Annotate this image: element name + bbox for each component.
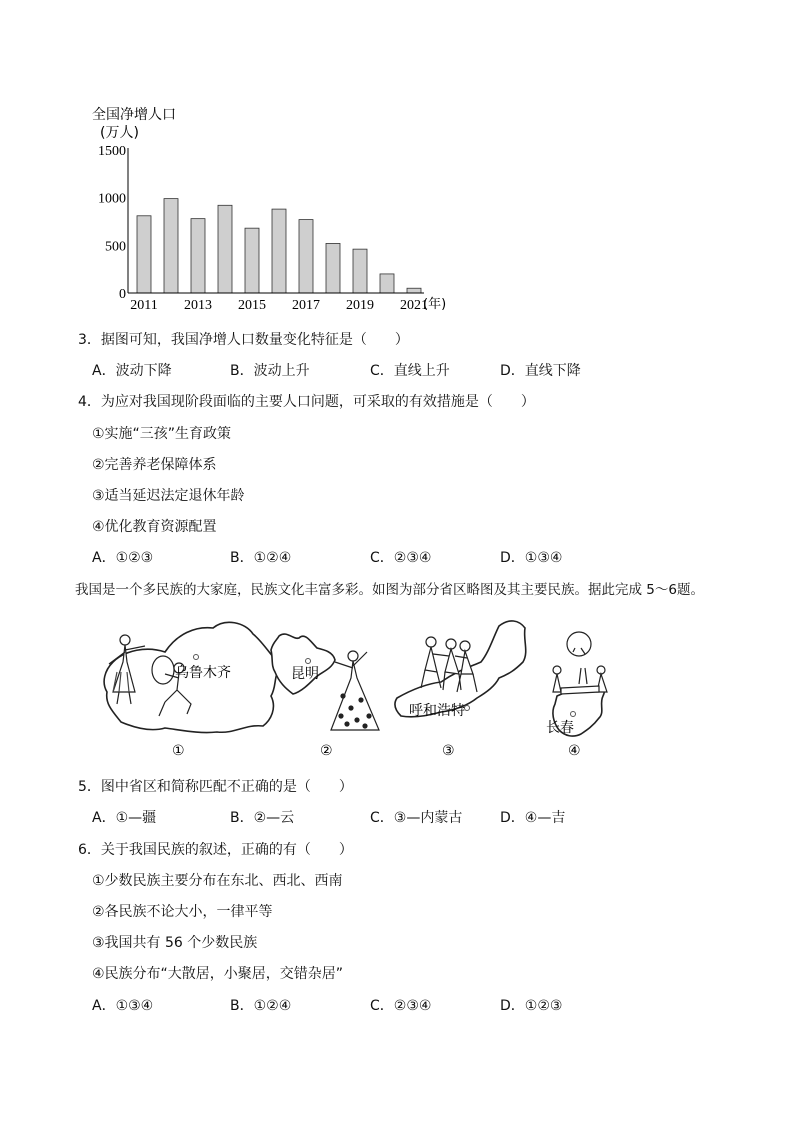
bar-2012 xyxy=(164,199,178,293)
q4-item-1: ①实施“三孩”生育政策 xyxy=(92,426,232,442)
y-tick-label: 1500 xyxy=(98,144,126,159)
x-tick-label: 2017 xyxy=(292,298,320,313)
chart-x-label: (年) xyxy=(423,297,447,312)
passage-intro: 我国是一个多民族的大家庭，民族文化丰富多彩。如图为部分省区略图及其主要民族。据此完成 5～6题。 xyxy=(75,582,704,598)
x-tick-label: 2019 xyxy=(346,298,374,313)
x-tick-label: 2021 xyxy=(400,298,428,313)
population-chart xyxy=(90,100,470,320)
q5-option-d[interactable]: D．④—吉 xyxy=(500,810,566,826)
x-tick-label: 2011 xyxy=(130,298,158,313)
y-tick-label: 1000 xyxy=(98,191,126,207)
question-5-stem: 5．图中省区和简称匹配不正确的是（ ） xyxy=(78,779,353,795)
bar-2020 xyxy=(380,274,394,293)
map-label-kunming: 昆明 xyxy=(291,666,319,682)
map-caption-1: ① xyxy=(172,743,185,759)
q6-item-1: ①少数民族主要分布在东北、西北、西南 xyxy=(92,873,343,889)
q6-item-2: ②各民族不论大小，一律平等 xyxy=(92,904,273,920)
q6-option-a[interactable]: A．①③④ xyxy=(92,998,154,1014)
question-3-stem: 3．据图可知，我国净增人口数量变化特征是（ ） xyxy=(78,332,409,348)
q3-option-d[interactable]: D．直线下降 xyxy=(500,363,581,379)
question-4-stem: 4．为应对我国现阶段面临的主要人口问题，可采取的有效措施是（ ） xyxy=(78,394,535,410)
q4-option-d[interactable]: D．①③④ xyxy=(500,550,563,566)
map-caption-4: ④ xyxy=(568,743,581,759)
q3-option-c[interactable]: C．直线上升 xyxy=(370,363,450,379)
map-label-hohhot: 呼和浩特 xyxy=(409,703,465,719)
q6-option-d[interactable]: D．①②③ xyxy=(500,998,563,1014)
bar-2018 xyxy=(326,243,340,293)
q3-option-a[interactable]: A．波动下降 xyxy=(92,363,172,379)
chart-svg xyxy=(90,100,470,320)
x-tick-label: 2015 xyxy=(238,298,266,313)
dancer-illustration-2 xyxy=(331,651,379,730)
x-tick-label: 2013 xyxy=(184,298,212,313)
q4-option-a[interactable]: A．①②③ xyxy=(92,550,154,566)
question-6-stem: 6．关于我国民族的叙述，正确的有（ ） xyxy=(78,842,353,858)
q5-option-c[interactable]: C．③—内蒙古 xyxy=(370,810,463,826)
map-label-changchun: 长春 xyxy=(546,720,574,736)
y-tick-label: 0 xyxy=(119,287,126,302)
bar-2019 xyxy=(353,249,367,293)
chart-title: 全国净增人口 xyxy=(92,107,176,123)
q4-option-b[interactable]: B．①②④ xyxy=(230,550,292,566)
y-tick-label: 500 xyxy=(105,239,126,255)
q4-option-c[interactable]: C．②③④ xyxy=(370,550,432,566)
q5-option-a[interactable]: A．①—疆 xyxy=(92,810,157,826)
q4-item-3: ③适当延迟法定退休年龄 xyxy=(92,488,245,504)
q6-option-b[interactable]: B．①②④ xyxy=(230,998,292,1014)
map-city-dot xyxy=(465,706,470,711)
q3-option-b[interactable]: B．波动上升 xyxy=(230,363,310,379)
q6-option-c[interactable]: C．②③④ xyxy=(370,998,432,1014)
map-caption-3: ③ xyxy=(442,743,455,759)
q6-item-3: ③我国共有 56 个少数民族 xyxy=(92,935,258,951)
bar-2013 xyxy=(191,219,205,293)
chart-y-label: (万人) xyxy=(100,125,139,141)
province-maps-svg xyxy=(95,612,625,770)
bar-2016 xyxy=(272,209,286,293)
province-maps-figure xyxy=(95,612,625,770)
bar-2015 xyxy=(245,228,259,293)
q4-item-2: ②完善养老保障体系 xyxy=(92,457,217,473)
map-caption-2: ② xyxy=(320,743,333,759)
map-label-urumqi: 乌鲁木齐 xyxy=(175,665,231,681)
q4-item-4: ④优化教育资源配置 xyxy=(92,519,217,535)
map-yunnan-outline xyxy=(271,634,335,694)
bar-2017 xyxy=(299,220,313,293)
bar-2021 xyxy=(407,288,421,293)
bar-2011 xyxy=(137,216,151,293)
musicians-illustration-4 xyxy=(553,632,607,694)
q5-option-b[interactable]: B．②—云 xyxy=(230,810,295,826)
bar-2014 xyxy=(218,205,232,293)
q6-item-4: ④民族分布“大散居，小聚居，交错杂居” xyxy=(92,966,344,982)
